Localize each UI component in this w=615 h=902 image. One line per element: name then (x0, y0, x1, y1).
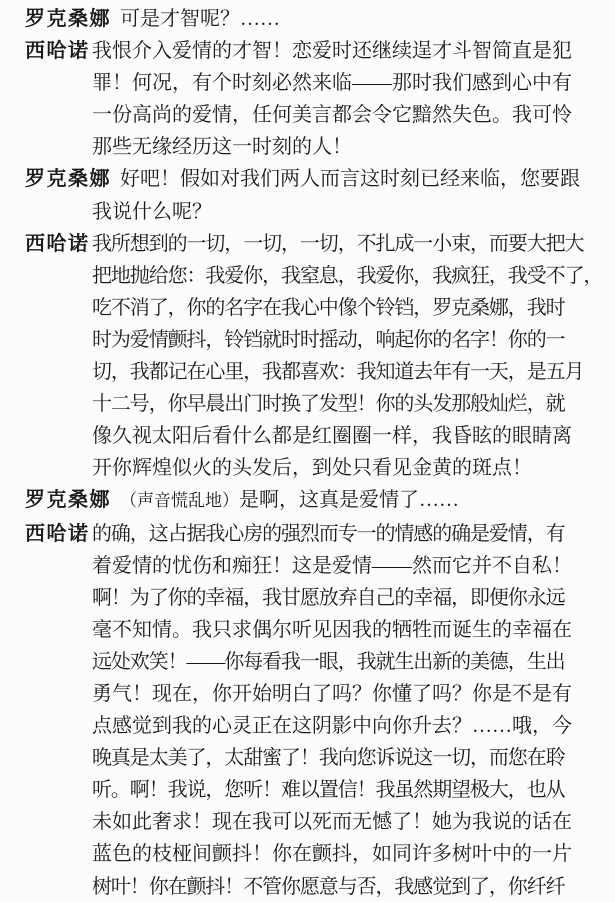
dialogue-line: 勇气！现在，你开始明白了吗？你懂了吗？你是不是有 (92, 682, 572, 705)
dialogue-line: 一份高尚的爱情，任何美言都会令它黯然失色。我可怜 (92, 104, 572, 127)
speech-cyrano-1 (0, 35, 615, 163)
dialogue-line: 罪！何况，有个时刻必然来临——那时我们感到心中有 (92, 72, 572, 95)
dialogue-line: 蓝色的枝桠间颤抖！你在颤抖，如同许多树叶中的一片 (92, 843, 572, 866)
speaker-name: 罗克桑娜 (25, 489, 111, 512)
dialogue-line: 像久视太阳后看什么都是红圈圈一样，我昏眩的眼睛离 (92, 425, 572, 448)
dialogue-line: 未如此奢求！现在我可以死而无憾了！她为我说的话在 (92, 811, 572, 834)
speaker-name: 西哈诺 (25, 522, 90, 545)
speaker-name: 罗克桑娜 (25, 8, 111, 30)
speaker-name: 罗克桑娜 (25, 168, 111, 191)
speaker-name: 西哈诺 (25, 232, 90, 255)
speech-roxane-1 (0, 3, 615, 35)
dialogue-line: 点感觉到我的心灵正在这阴影中向你升去？……哦，今 (92, 715, 572, 738)
speech-cyrano-3 (0, 518, 615, 902)
dialogue-line: 切，我都记在心里，我都喜欢：我知道去年有一天，是五月 (92, 361, 584, 384)
dialogue-line (92, 484, 615, 517)
dialogue-line: 十二号，你早晨出门时换了发型！你的头发那般灿烂，就 (92, 393, 565, 416)
dialogue-line: 听。啊！我说，您听！难以置信！我虽然期望极大，也从 (92, 779, 565, 802)
dialogue-line: 远处欢笑！——你每看我一眼，我就生出新的美德，生出 (92, 650, 565, 673)
speech-roxane-2 (0, 163, 615, 227)
stage-direction: （声音慌乱地） (120, 491, 239, 511)
dialogue-line: 可是才智呢？…… (120, 8, 280, 30)
dialogue-line: 晚真是太美了，太甜蜜了！我向您诉说这一切，而您在聆 (92, 747, 565, 770)
dialogue-line: 我所想到的一切，一切，一切，不扎成一小束，而要大把大 (92, 232, 584, 255)
dialogue-line: 我恨介入爱情的才智！恋爱时还继续逞才斗智简直是犯 (92, 40, 572, 63)
dialogue-line: 吃不消了，你的名字在我心中像个铃铛，罗克桑娜，我时 (92, 296, 565, 319)
dialogue-line: 时为爱情颤抖，铃铛就时时摇动，响起你的名字！你的一 (92, 328, 565, 351)
dialogue-line: 那些无缘经历这一时刻的人！ (92, 136, 352, 159)
dialogue-line: 开你辉煌似火的头发后，到处只看见金黄的斑点！ (92, 457, 532, 480)
dialogue-line: 毫不知情。我只求偶尔听见因我的牺牲而诞生的幸福在 (92, 618, 572, 641)
speech-cyrano-2 (0, 228, 615, 485)
dialogue-line: 啊！为了你的幸福，我甘愿放弃自己的幸福，即便你永远 (92, 586, 565, 609)
dialogue-line: 着爱情的忧伤和痴狂！这是爱情——然而它并不自私！ (92, 554, 572, 577)
dialogue-line: 把地抛给您：我爱你，我窒息，我爱你，我疯狂，我受不了， (92, 264, 603, 287)
dialogue-line: 好吧！假如对我们两人而言这时刻已经来临，您要跟 (120, 168, 580, 191)
dialogue-line: 的确，这占据我心房的强烈而专一的情感的确是爱情，有 (92, 522, 565, 545)
dialogue-line: 树叶！你在颤抖！不管你愿意与否，我感觉到了，你纤纤 (92, 875, 565, 898)
speaker-name: 西哈诺 (25, 40, 90, 63)
dialogue-text: 是啊，这真是爱情了…… (239, 489, 459, 512)
dialogue-line: 我说什么呢？ (92, 200, 212, 223)
speech-roxane-3 (0, 484, 615, 517)
